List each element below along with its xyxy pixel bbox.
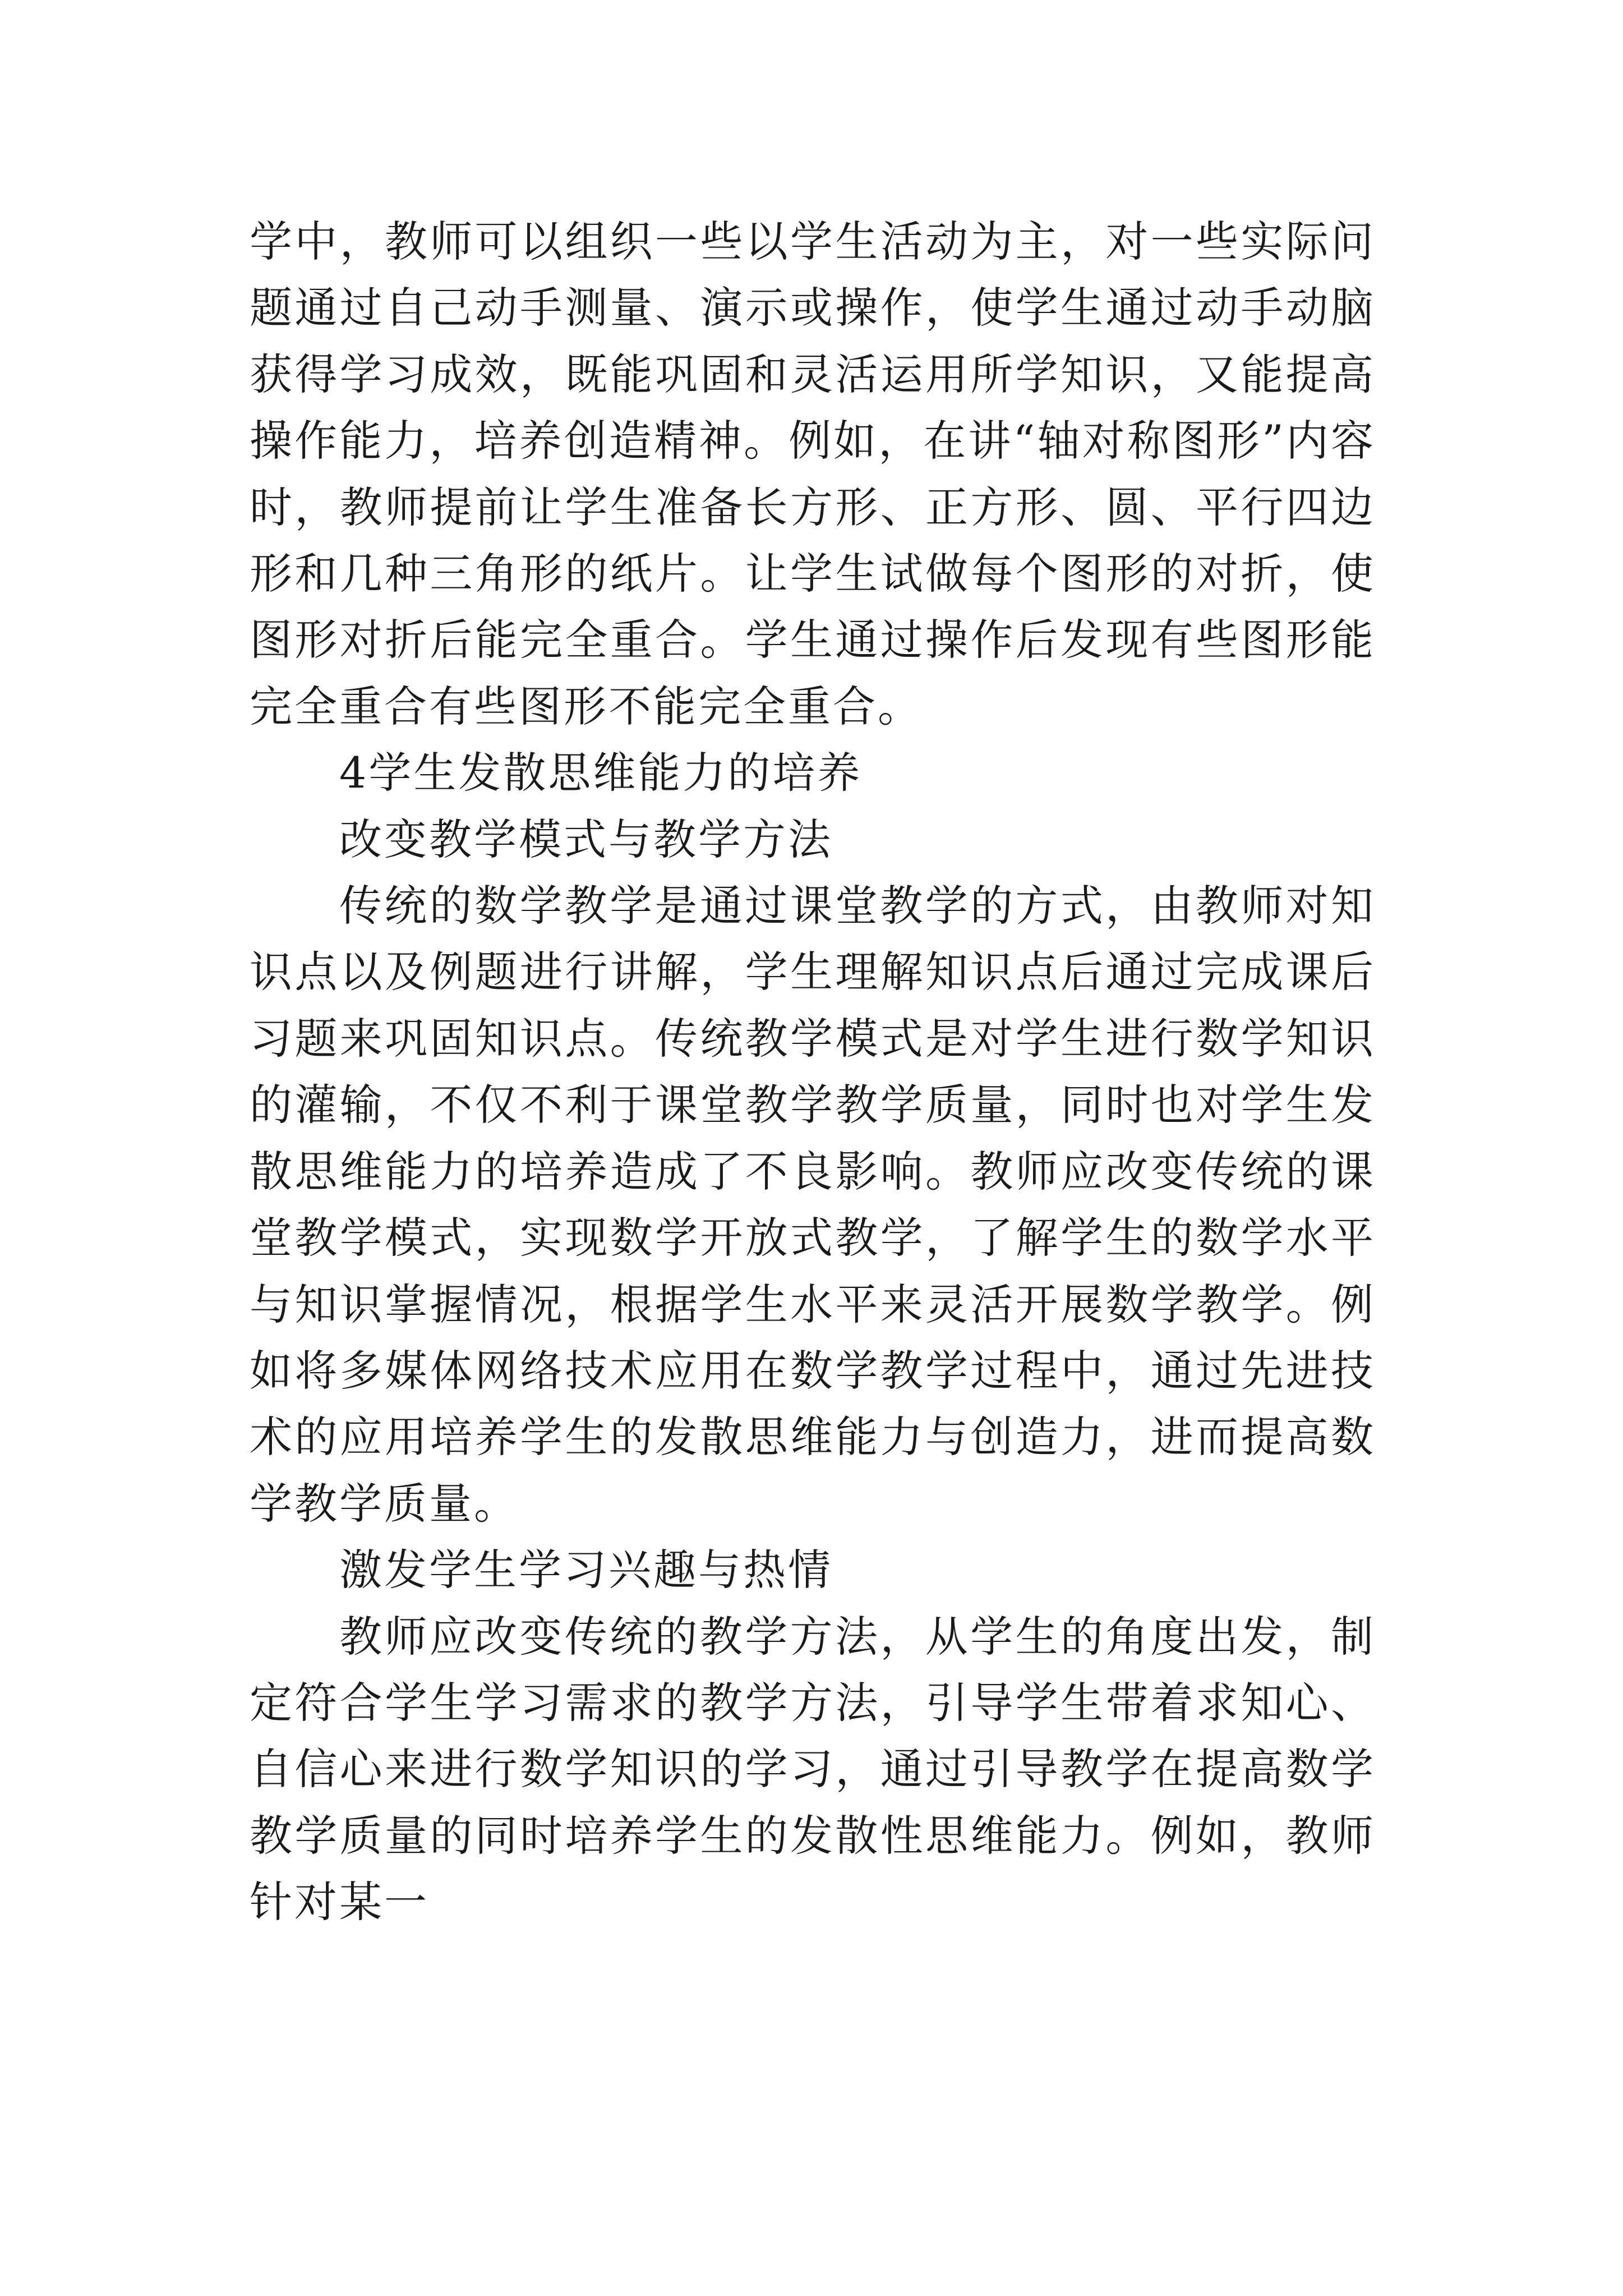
paragraph: 传统的数学教学是通过课堂教学的方式，由教师对知识点以及例题进行讲解，学生理解知识点后通过完成课后习题来巩固知识点。传统教学模式是对学生进行数学知识的灌输，不仅不利于课堂教学教学质量，同时也对学生发散思维能力的培养造成了不良影响。教师应改变传统的课堂教学模式，实现数学开放式教学，了解学生的数学水平与知识掌握情况，根据学生水平来灵活开展数学教学。例如将多媒体网络技术应用在数学教学过程中，通过先进技术的应用培养学生的发散思维能力与创造力，进而提高数学教学质量。 xyxy=(250,881,1376,1529)
paragraph-continued: 学中，教师可以组织一些以学生活动为主，对一些实际问题通过自己动手测量、演示或操作，使学生通过动手动脑获得学习成效，既能巩固和灵活运用所学知识，又能提高操作能力，培养创造精神。例如，在讲“轴对称图形”内容时，教师提前让学生准备长方形、正方形、圆、平行四边形和几种三角形的纸片。让学生试做每个图形的对折，使图形对折后能完全重合。学生通过操作后发现有些图形能完全重合有些图形不能完全重合。 xyxy=(250,217,1376,731)
paragraph: 教师应改变传统的教学方法，从学生的角度出发，制定符合学生学习需求的教学方法，引导学生带着求知心、自信心来进行数学知识的学习，通过引导教学在提高数学教学质量的同时培养学生的发散性思维能力。例如，教师针对某一 xyxy=(250,1611,1376,1927)
subsection-heading: 激发学生学习兴趣与热情 xyxy=(339,1545,833,1595)
subsection-heading: 改变教学模式与教学方法 xyxy=(339,814,833,864)
section-heading: 4学生发散思维能力的培养 xyxy=(339,748,863,798)
document-body xyxy=(250,209,1376,1936)
